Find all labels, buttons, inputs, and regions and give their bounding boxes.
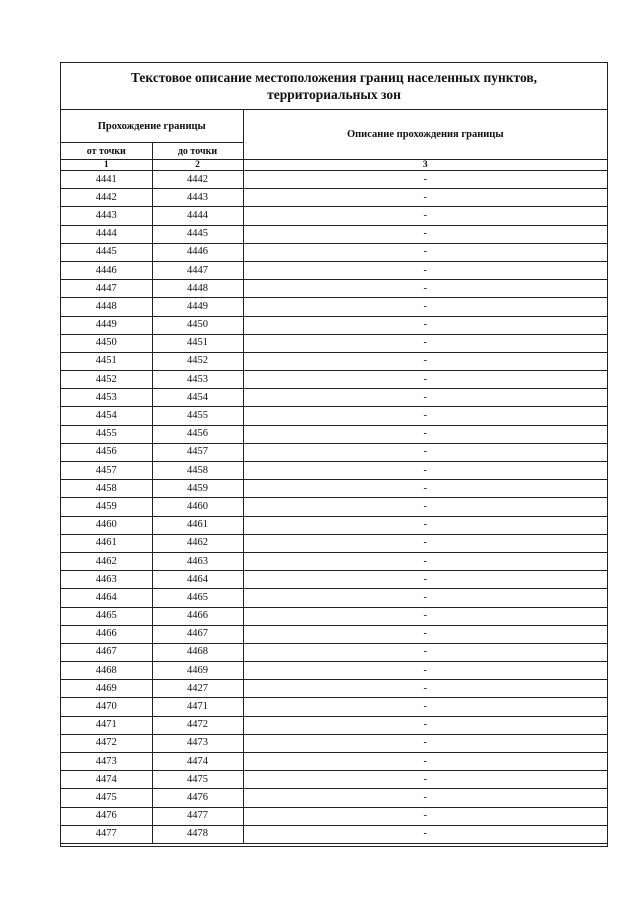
description-cell: -: [243, 352, 607, 370]
table-row: [61, 189, 607, 207]
description-cell: -: [243, 261, 607, 279]
table-row: [61, 407, 607, 425]
to-point-cell: 4473: [152, 734, 243, 752]
table-row: [61, 462, 607, 480]
document-title: [61, 63, 607, 110]
table-row: [61, 261, 607, 279]
to-point-cell: 4467: [152, 625, 243, 643]
from-point-cell: 4476: [61, 807, 152, 825]
description-cell: -: [243, 443, 607, 461]
table-row: [61, 371, 607, 389]
from-point-cell: 4472: [61, 734, 152, 752]
table-row: [61, 425, 607, 443]
to-point-cell: 4464: [152, 571, 243, 589]
table-row: [61, 589, 607, 607]
from-point-cell: 4460: [61, 516, 152, 534]
to-point-cell: 4442: [152, 171, 243, 189]
boundary-table: [61, 110, 607, 844]
from-point-cell: 4454: [61, 407, 152, 425]
description-cell: -: [243, 243, 607, 261]
header-description: Описание прохождения границы: [243, 110, 607, 160]
from-point-cell: 4449: [61, 316, 152, 334]
from-point-cell: 4470: [61, 698, 152, 716]
to-point-cell: 4456: [152, 425, 243, 443]
from-point-cell: 4473: [61, 753, 152, 771]
to-point-cell: 4445: [152, 225, 243, 243]
description-cell: -: [243, 207, 607, 225]
table-row: [61, 807, 607, 825]
to-point-cell: 4444: [152, 207, 243, 225]
from-point-cell: 4468: [61, 662, 152, 680]
from-point-cell: 4477: [61, 825, 152, 843]
boundary-table-frame: [60, 62, 608, 847]
from-point-cell: 4451: [61, 352, 152, 370]
to-point-cell: 4474: [152, 753, 243, 771]
table-row: [61, 662, 607, 680]
description-cell: -: [243, 607, 607, 625]
table-row: [61, 480, 607, 498]
table-body: [61, 171, 607, 844]
from-point-cell: 4444: [61, 225, 152, 243]
from-point-cell: 4450: [61, 334, 152, 352]
from-point-cell: 4469: [61, 680, 152, 698]
to-point-cell: 4462: [152, 534, 243, 552]
description-cell: -: [243, 789, 607, 807]
table-row: [61, 643, 607, 661]
to-point-cell: 4478: [152, 825, 243, 843]
from-point-cell: 4445: [61, 243, 152, 261]
from-point-cell: 4463: [61, 571, 152, 589]
from-point-cell: 4443: [61, 207, 152, 225]
to-point-cell: 4476: [152, 789, 243, 807]
table-row: [61, 698, 607, 716]
description-cell: -: [243, 407, 607, 425]
to-point-cell: 4453: [152, 371, 243, 389]
from-point-cell: 4462: [61, 552, 152, 570]
description-cell: -: [243, 571, 607, 589]
description-cell: -: [243, 625, 607, 643]
table-row: [61, 443, 607, 461]
from-point-cell: 4471: [61, 716, 152, 734]
to-point-cell: 4469: [152, 662, 243, 680]
table-row: [61, 753, 607, 771]
table-row: [61, 352, 607, 370]
description-cell: -: [243, 662, 607, 680]
from-point-cell: 4459: [61, 498, 152, 516]
to-point-cell: 4450: [152, 316, 243, 334]
to-point-cell: 4466: [152, 607, 243, 625]
description-cell: -: [243, 316, 607, 334]
to-point-cell: 4472: [152, 716, 243, 734]
description-cell: -: [243, 371, 607, 389]
from-point-cell: 4456: [61, 443, 152, 461]
header-to-point: до точки: [152, 143, 243, 160]
to-point-cell: 4452: [152, 352, 243, 370]
table-row: [61, 243, 607, 261]
to-point-cell: 4457: [152, 443, 243, 461]
to-point-cell: 4455: [152, 407, 243, 425]
from-point-cell: 4455: [61, 425, 152, 443]
from-point-cell: 4457: [61, 462, 152, 480]
from-point-cell: 4474: [61, 771, 152, 789]
to-point-cell: 4459: [152, 480, 243, 498]
from-point-cell: 4458: [61, 480, 152, 498]
to-point-cell: 4443: [152, 189, 243, 207]
to-point-cell: 4451: [152, 334, 243, 352]
header-col-2-number: 2: [152, 160, 243, 171]
from-point-cell: 4442: [61, 189, 152, 207]
description-cell: -: [243, 771, 607, 789]
description-cell: -: [243, 462, 607, 480]
description-cell: -: [243, 298, 607, 316]
table-row: [61, 225, 607, 243]
description-cell: -: [243, 171, 607, 189]
description-cell: -: [243, 734, 607, 752]
to-point-cell: 4477: [152, 807, 243, 825]
from-point-cell: 4475: [61, 789, 152, 807]
table-row: [61, 389, 607, 407]
description-cell: -: [243, 498, 607, 516]
from-point-cell: 4441: [61, 171, 152, 189]
to-point-cell: 4475: [152, 771, 243, 789]
table-row: [61, 625, 607, 643]
description-cell: -: [243, 698, 607, 716]
to-point-cell: 4447: [152, 261, 243, 279]
to-point-cell: 4446: [152, 243, 243, 261]
from-point-cell: 4447: [61, 280, 152, 298]
from-point-cell: 4467: [61, 643, 152, 661]
table-row: [61, 771, 607, 789]
description-cell: -: [243, 534, 607, 552]
description-cell: -: [243, 716, 607, 734]
from-point-cell: 4446: [61, 261, 152, 279]
to-point-cell: 4465: [152, 589, 243, 607]
description-cell: -: [243, 516, 607, 534]
to-point-cell: 4468: [152, 643, 243, 661]
header-col-1-number: 1: [61, 160, 152, 171]
header-boundary-passage: Прохождение границы: [61, 110, 243, 143]
table-row: [61, 516, 607, 534]
table-row: [61, 734, 607, 752]
table-row: [61, 552, 607, 570]
to-point-cell: 4471: [152, 698, 243, 716]
description-cell: -: [243, 389, 607, 407]
description-cell: -: [243, 753, 607, 771]
description-cell: -: [243, 589, 607, 607]
description-cell: -: [243, 643, 607, 661]
from-point-cell: 4452: [61, 371, 152, 389]
to-point-cell: 4454: [152, 389, 243, 407]
table-row: [61, 498, 607, 516]
table-row: [61, 280, 607, 298]
description-cell: -: [243, 425, 607, 443]
from-point-cell: 4466: [61, 625, 152, 643]
from-point-cell: 4464: [61, 589, 152, 607]
description-cell: -: [243, 480, 607, 498]
table-row: [61, 316, 607, 334]
table-row: [61, 789, 607, 807]
to-point-cell: 4427: [152, 680, 243, 698]
table-row: [61, 207, 607, 225]
to-point-cell: 4463: [152, 552, 243, 570]
description-cell: -: [243, 225, 607, 243]
to-point-cell: 4460: [152, 498, 243, 516]
title-line-1: Текстовое описание местоположения границ населенных пунктов,: [130, 70, 538, 85]
table-row: [61, 716, 607, 734]
table-row: [61, 825, 607, 843]
description-cell: -: [243, 280, 607, 298]
to-point-cell: 4448: [152, 280, 243, 298]
to-point-cell: 4458: [152, 462, 243, 480]
description-cell: -: [243, 680, 607, 698]
table-row: [61, 534, 607, 552]
table-row: [61, 571, 607, 589]
from-point-cell: 4465: [61, 607, 152, 625]
from-point-cell: 4461: [61, 534, 152, 552]
to-point-cell: 4461: [152, 516, 243, 534]
header-from-point: от точки: [61, 143, 152, 160]
table-row: [61, 171, 607, 189]
from-point-cell: 4453: [61, 389, 152, 407]
description-cell: -: [243, 807, 607, 825]
description-cell: -: [243, 334, 607, 352]
table-row: [61, 298, 607, 316]
from-point-cell: 4448: [61, 298, 152, 316]
header-col-3-number: 3: [243, 160, 607, 171]
to-point-cell: 4449: [152, 298, 243, 316]
description-cell: -: [243, 189, 607, 207]
description-cell: -: [243, 825, 607, 843]
table-row: [61, 680, 607, 698]
table-row: [61, 607, 607, 625]
description-cell: -: [243, 552, 607, 570]
table-row: [61, 334, 607, 352]
title-line-2: территориальных зон: [267, 87, 401, 102]
